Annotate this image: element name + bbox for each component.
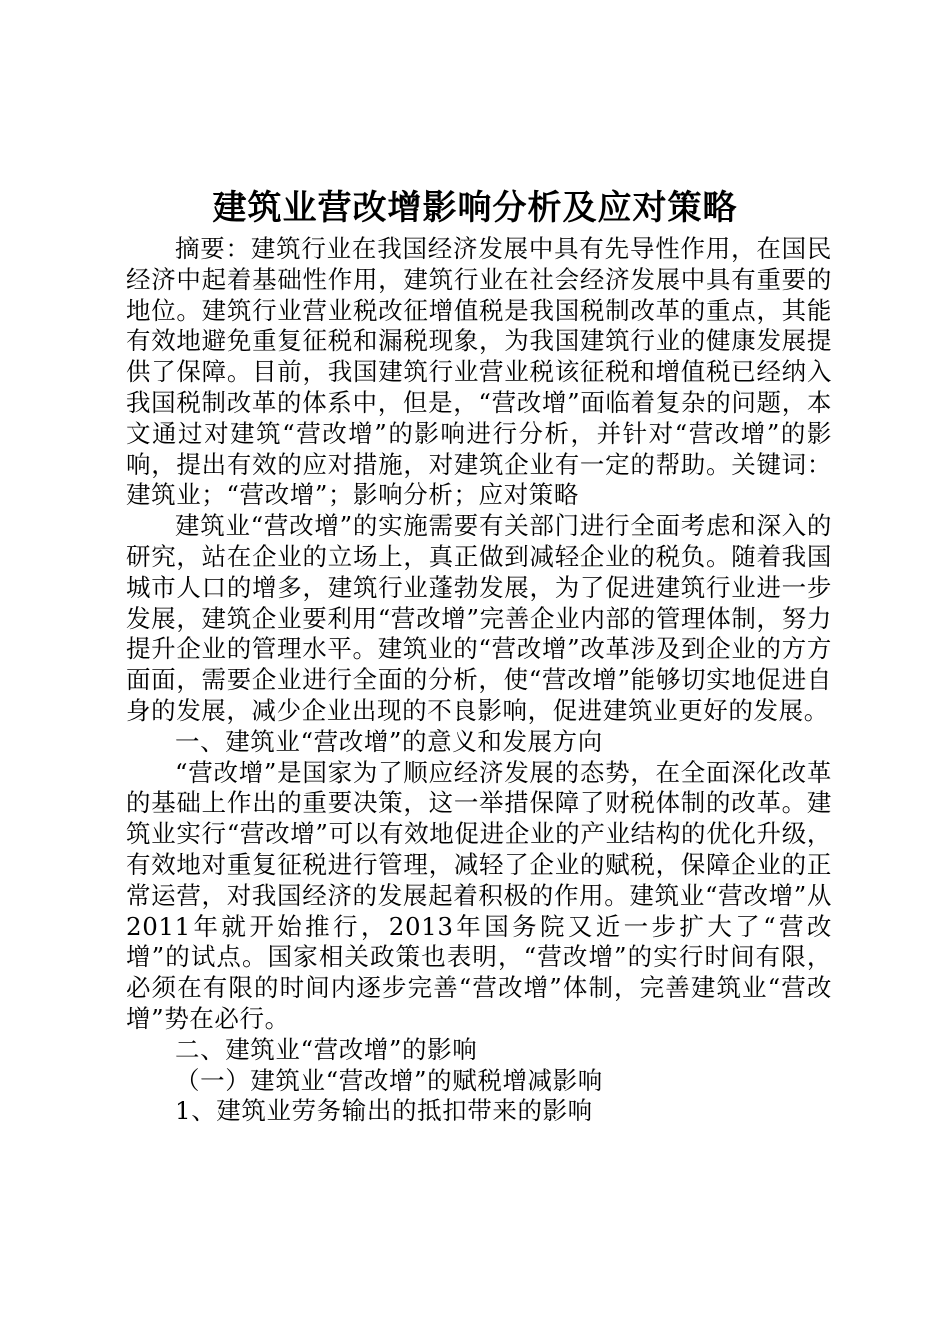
subsection-heading-2-1-1: 1、建筑业劳务输出的抵扣带来的影响 xyxy=(175,1096,593,1126)
document-title: 建筑业营改增影响分析及应对策略 xyxy=(212,188,738,228)
section-1-paragraph: “营改增”是国家为了顺应经济发展的态势，在全面深化改革的基础上作出的重要决策，这一举措保障了财税体制的改革。建筑业实行“营改增”可以有效地促进企业的产业结构的优化升级，有效地对重复征税进行管理，减轻了企业的赋税，保障企业的正常运营，对我国经济的发展起着积极的作用。建筑业“营改增”从2011年就开始推行，2013年国务院又近一步扩大了“营改增”的试点。国家相关政策也表明，“营改增”的实行时间有限，必须在有限的时间内逐步完善“营改增”体制，完善建筑业“营改增”势在必行。 xyxy=(126,757,832,1033)
section-heading-2: 二、建筑业“营改增”的影响 xyxy=(175,1034,478,1064)
document-body xyxy=(126,234,832,1127)
abstract-paragraph: 摘要：建筑行业在我国经济发展中具有先导性作用，在国民经济中起着基础性作用，建筑行业在社会经济发展中具有重要的地位。建筑行业营业税改征增值税是我国税制改革的重点，其能有效地避免重复征税和漏税现象，为我国建筑行业的健康发展提供了保障。目前，我国建筑行业营业税该征税和增值税已经纳入我国税制改革的体系中，但是，“营改增”面临着复杂的问题，本文通过对建筑“营改增”的影响进行分析，并针对“营改增”的影响，提出有效的应对措施，对建筑企业有一定的帮助。关键词：建筑业；“营改增”；影响分析；应对策略 xyxy=(126,234,832,510)
section-heading-1: 一、建筑业“营改增”的意义和发展方向 xyxy=(175,726,603,756)
intro-paragraph: 建筑业“营改增”的实施需要有关部门进行全面考虑和深入的研究，站在企业的立场上，真正做到减轻企业的税负。随着我国城市人口的增多，建筑行业蓬勃发展，为了促进建筑行业进一步发展，建筑企业要利用“营改增”完善企业内部的管理体制，努力提升企业的管理水平。建筑业的“营改增”改革涉及到企业的方方面面，需要企业进行全面的分析，使“营改增”能够切实地促进自身的发展，减少企业出现的不良影响，促进建筑业更好的发展。 xyxy=(126,511,832,725)
subsection-heading-2-1: （一）建筑业“营改增”的赋税增减影响 xyxy=(175,1065,603,1095)
